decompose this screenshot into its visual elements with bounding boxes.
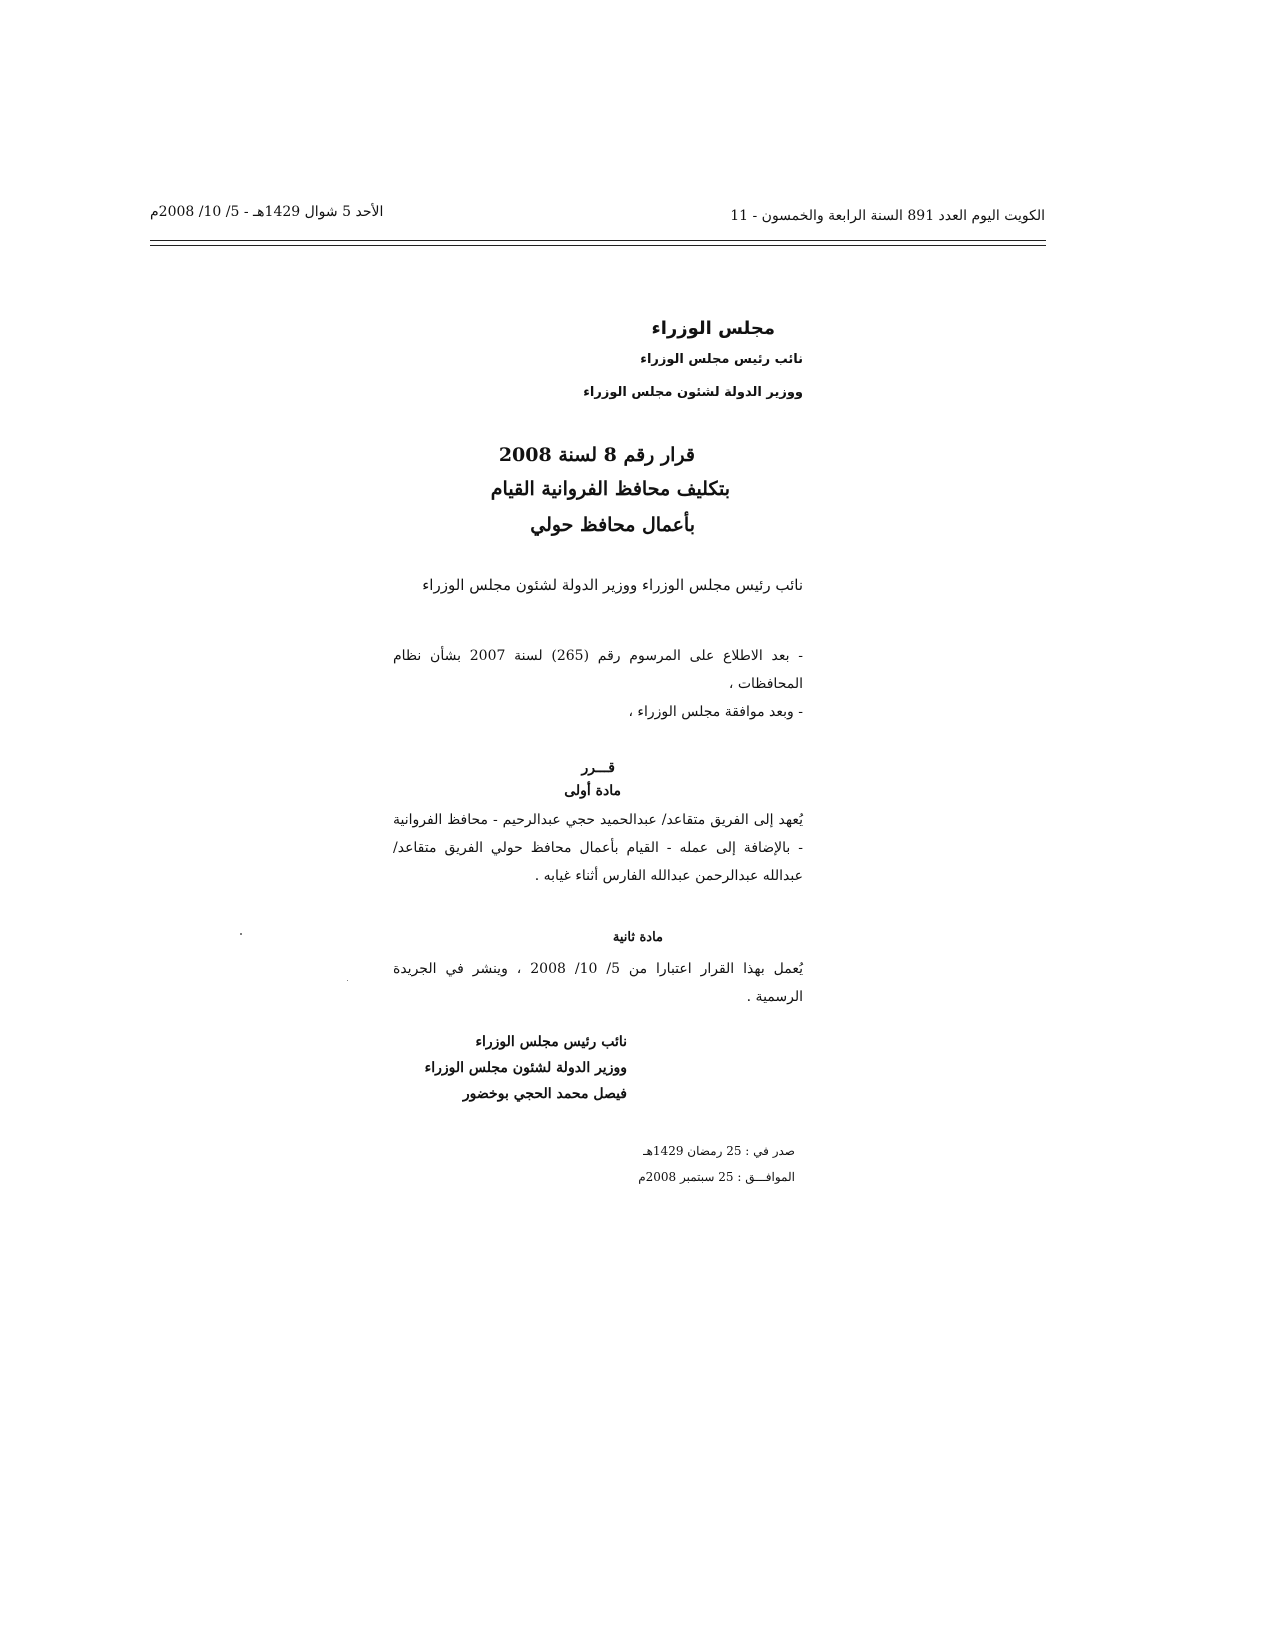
- article2-heading: مادة ثانية: [612, 930, 663, 945]
- authority-minister: ووزير الدولة لشئون مجلس الوزراء: [583, 385, 803, 400]
- decision-number: قرار رقم 8 لسنة 2008: [498, 444, 695, 466]
- article1-text: يُعهد إلى الفريق متقاعد/ عبدالحميد حجي عبدالرحيم - محافظ الفروانية - بالإضافة إلى عمله - القيام بأعمال محافظ حولي الفريق متقاعد/ عبدالله عبدالرحمن عبدالله الفارس أثناء غيابه .: [393, 812, 803, 884]
- header-rule-thin: [150, 245, 1046, 246]
- recital-item: - بعد الاطلاع على المرسوم رقم (265) لسنة 2007 بشأن نظام المحافظات ،: [393, 648, 803, 692]
- signatory-title: نائب رئيس مجلس الوزراء: [475, 1034, 627, 1050]
- authority-council: مجلس الوزراء: [651, 318, 775, 339]
- decision-subject-line1: بتكليف محافظ الفروانية القيام: [490, 478, 730, 500]
- preamble: نائب رئيس مجلس الوزراء ووزير الدولة لشئون مجلس الوزراء: [422, 576, 803, 594]
- issue-date-gregorian: الموافـــق : 25 سبتمبر 2008م: [638, 1170, 795, 1184]
- issue-date-hijri: صدر في : 25 رمضان 1429هـ: [643, 1144, 795, 1158]
- decided-heading: قـــرر: [581, 760, 615, 776]
- article2-text: يُعمل بهذا القرار اعتبارا من 5/ 10/ 2008 ، وينشر في الجريدة الرسمية .: [393, 961, 804, 1005]
- decision-subject-line2: بأعمال محافظ حولي: [530, 514, 695, 536]
- authority-deputy: نائب رئيس مجلس الوزراء: [640, 352, 803, 367]
- signatory-name: فيصل محمد الحجي بوخضور: [462, 1086, 627, 1102]
- gazette-date-header: الأحد 5 شوال 1429هـ - 5/ 10/ 2008م: [150, 204, 384, 220]
- header-rule: [150, 240, 1046, 241]
- article1-heading: مادة أولى: [564, 783, 621, 799]
- signatory-title-2: ووزير الدولة لشئون مجلس الوزراء: [424, 1060, 627, 1076]
- scan-speck: [347, 980, 348, 981]
- gazette-issue-header: الكويت اليوم العدد 891 السنة الرابعة والخمسون - 11: [730, 208, 1045, 224]
- scan-speck: [240, 933, 242, 935]
- recital-item: - وبعد موافقة مجلس الوزراء ،: [628, 704, 803, 720]
- recitals-list: [393, 642, 803, 726]
